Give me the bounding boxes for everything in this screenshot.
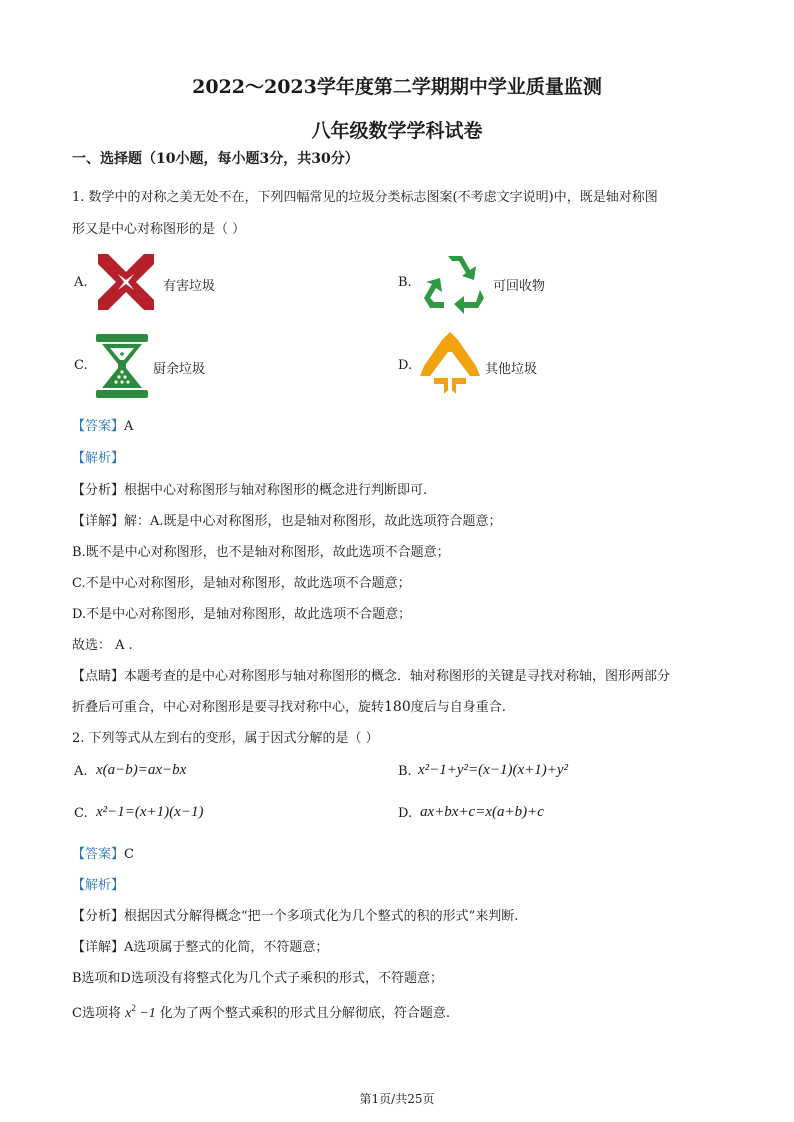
xiangjie-tag: 【详解】 [72,940,125,955]
q2-option-c-expr: x²−1=(x+1)(x−1) [96,804,204,820]
choice-line: 故选： A . [72,638,133,653]
answer-tag: 【答案】 [72,419,125,434]
option-a-letter: A. [74,275,88,290]
answer-value: C [124,847,134,862]
option-c-caption: 厨余垃圾 [153,362,206,377]
explanation-text: C选项将 [72,1006,121,1021]
question-1-stem-part: 中，既是轴对称图 [553,190,658,205]
answer-value: A [124,419,134,434]
kitchen-waste-icon [94,332,150,400]
fenxi-text: 根据中心对称图形与轴对称图形的概念进行判断即可. [124,483,428,498]
dianjing-text: 度后与自身重合. [410,700,506,715]
question-1-stem-note: (不考虑文字说明) [452,190,554,205]
xiangjie-text: 解：A.既是中心对称图形，也是轴对称图形，故此选项符合题意； [124,514,502,529]
dianjing-line-1 [72,665,670,684]
option-c-letter: C. [74,358,88,373]
xiangjie-line-1 [72,510,502,529]
dianjing-text: 折叠后可重合，中心对称图形是要寻找对称中心，旋转 [72,700,385,715]
option-d-caption: 其他垃圾 [485,362,538,377]
inline-expression: $x^2 -1$ [125,1003,156,1021]
fenxi-text: 根据因式分解得概念“把一个多项式化为几个整式的积的形式”来判断. [124,909,519,924]
dianjing-text: 本题考查的是中心对称图形与轴对称图形的概念．轴对称图形的关键是寻找对称轴，图形两部分 [124,669,671,684]
q2-option-b-letter: B. [398,764,412,779]
q2-option-c-letter: C. [74,806,88,821]
section-heading: 一、选择题（10小题，每小题3分，共30分） [72,151,359,167]
question-2-stem: 2. 下列等式从左到右的变形，属于因式分解的是（ ） [72,731,379,746]
answer-line-2 [72,843,134,862]
q2-option-b-expr: x²−1+y²=(x−1)(x+1)+y² [418,762,568,778]
explanation-line-c2 [72,1002,450,1022]
analysis-tag-2: 【解析】 [72,878,125,893]
explanation-text: 化为了两个整式乘积的形式且分解彻底，符合题意. [159,1006,451,1021]
fenxi-tag: 【分析】 [72,909,125,924]
question-1-stem-part: 1. 数学中的对称之美无处不在，下列四幅常见的垃圾分类标志图案 [72,190,453,205]
rotation-angle: 180 [384,699,411,715]
answer-line-1 [72,415,133,434]
q2-option-d-letter: D. [398,806,413,821]
question-1-stem-line2: 形又是中心对称图形的是（ ） [72,222,246,237]
q2-option-a-letter: A. [74,764,88,779]
answer-tag: 【答案】 [72,847,125,862]
page-number: 第1页/共25页 [359,1092,435,1106]
recyclable-icon [422,250,488,314]
explanation-line-bd: B选项和D选项没有将整式化为几个式子乘积的形式，不符题意； [72,971,443,986]
exam-subtitle: 八年级数学学科试卷 [311,120,483,142]
option-a-caption: 有害垃圾 [163,279,216,294]
option-b-caption: 可回收物 [493,279,546,294]
other-waste-icon [418,330,482,396]
question-1-stem-line1 [72,186,658,205]
xiangjie-tag: 【详解】 [72,514,125,529]
option-d-letter: D. [398,358,413,373]
explanation-line-c: C.不是中心对称图形，是轴对称图形，故此选项不合题意； [72,576,411,591]
fenxi-line-1 [72,479,427,498]
xiangjie-line-2 [72,936,328,955]
q2-option-a-expr: x(a−b)=ax−bx [96,762,187,778]
exam-title: 2022～2023学年度第二学期期中学业质量监测 [192,76,602,98]
option-b-letter: B. [398,275,412,290]
analysis-tag-1: 【解析】 [72,451,125,466]
fenxi-line-2 [72,905,518,924]
hazardous-waste-icon [94,250,158,314]
q2-option-d-expr: ax+bx+c=x(a+b)+c [420,804,544,820]
fenxi-tag: 【分析】 [72,483,125,498]
explanation-line-b: B.既不是中心对称图形，也不是轴对称图形，故此选项不合题意； [72,545,450,560]
dianjing-tag: 【点睛】 [72,669,125,684]
xiangjie-text: A选项属于整式的化简，不符题意； [124,940,329,955]
explanation-line-d: D.不是中心对称图形，是轴对称图形，故此选项不合题意； [72,607,412,622]
dianjing-line-2 [72,696,506,715]
